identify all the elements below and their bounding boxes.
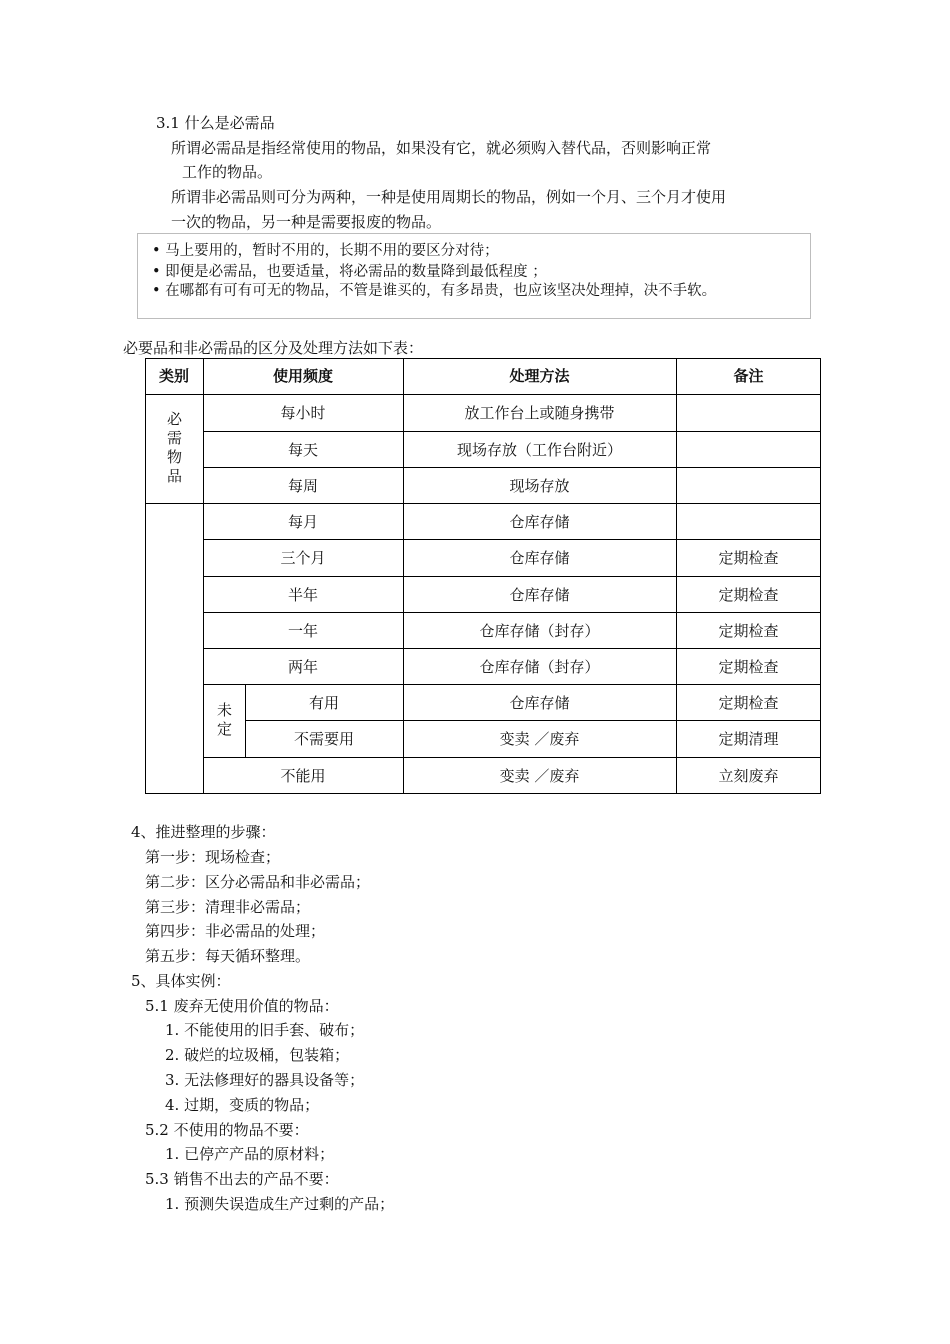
paragraph-2-line-1: 所谓非必需品则可分为两种，一种是使用周期长的物品，例如一个月、三个月才使用	[171, 188, 727, 206]
cell-note	[676, 504, 821, 539]
group-label-undecided: 未定	[215, 702, 233, 740]
section-5-1-title: 5.1 废弃无使用价值的物品：	[145, 997, 339, 1015]
cell-frequency: 三个月	[280, 549, 326, 567]
list-item: 3. 无法修理好的器具设备等；	[165, 1071, 365, 1089]
cell-note: 立刻废弃	[718, 766, 779, 785]
paragraph-1-line-1: 所谓必需品是指经常使用的物品，如果没有它，就必须购入替代品，否则影响正常	[171, 139, 712, 157]
cell-method: 仓库存储	[509, 512, 570, 531]
header-category: 类别	[158, 367, 189, 385]
paragraph-2-line-2: 一次的物品，另一种是需要报废的物品。	[171, 213, 442, 231]
group-label-necessary: 必需物品	[165, 411, 183, 487]
note-item: • 在哪都有可有可无的物品，不管是谁买的，有多昂贵，也应该坚决处理掉，决不手软。	[152, 283, 717, 299]
cell-frequency: 每天	[287, 440, 318, 459]
cell-method: 仓库存储	[509, 585, 570, 604]
notes-box	[137, 233, 811, 319]
table-intro: 必要品和非必需品的区分及处理方法如下表：	[123, 339, 424, 357]
step-item: 第五步：每天循环整理。	[145, 947, 311, 965]
section-4-title: 4、推进整理的步骤：	[131, 823, 276, 841]
cell-method: 仓库存储（封存）	[479, 657, 600, 676]
cell-method: 变卖 ／废弃	[499, 730, 580, 748]
cell-frequency: 每小时	[280, 404, 326, 422]
cell-frequency: 每周	[287, 476, 318, 495]
list-item: 1. 已停产产品的原材料；	[165, 1145, 335, 1163]
section-5-title: 5、具体实例：	[131, 972, 231, 990]
section-5-2-title: 5.2 不使用的物品不要：	[145, 1121, 309, 1139]
list-item: 1. 预测失误造成生产过剩的产品；	[165, 1195, 395, 1213]
cell-note: 定期检查	[718, 585, 779, 604]
header-frequency: 使用频度	[272, 367, 333, 385]
cell-frequency: 半年	[287, 585, 318, 604]
header-method: 处理方法	[509, 367, 570, 385]
list-item: 4. 过期，变质的物品；	[165, 1096, 320, 1114]
cell-note: 定期检查	[718, 549, 779, 567]
cell-note	[676, 468, 821, 503]
section-5-3-title: 5.3 销售不出去的产品不要：	[145, 1170, 339, 1188]
header-note: 备注	[733, 367, 764, 385]
list-item: 1. 不能使用的旧手套、破布；	[165, 1021, 365, 1039]
cell-note: 定期检查	[718, 621, 779, 640]
cell-method: 现场存放（工作台附近）	[456, 440, 622, 459]
step-item: 第四步：非必需品的处理；	[145, 922, 326, 940]
cell-note: 定期检查	[718, 693, 779, 712]
cell-method: 仓库存储	[509, 549, 570, 567]
classification-table	[145, 358, 821, 794]
step-item: 第三步：清理非必需品；	[145, 898, 311, 916]
cell-frequency: 不能用	[280, 766, 326, 785]
cell-method: 放工作台上或随身携带	[464, 404, 615, 422]
note-item: • 马上要用的，暂时不用的，长期不用的要区分对待；	[152, 243, 499, 259]
list-item: 2. 破烂的垃圾桶，包装箱；	[165, 1046, 350, 1064]
paragraph-1-line-2: 工作的物品。	[182, 163, 273, 181]
cell-note	[676, 432, 821, 467]
cell-frequency: 不需要用	[293, 730, 354, 748]
note-item: • 即便是必需品，也要适量，将必需品的数量降到最低程度 ；	[152, 264, 547, 280]
cell-note	[676, 395, 821, 431]
step-item: 第二步：区分必需品和非必需品；	[145, 873, 371, 891]
cell-frequency: 有用	[308, 693, 339, 712]
cell-frequency: 一年	[287, 621, 318, 640]
cell-method: 现场存放	[509, 476, 570, 495]
cell-method: 仓库存储（封存）	[479, 621, 600, 640]
step-item: 第一步：现场检查；	[145, 848, 281, 866]
cell-frequency: 两年	[287, 657, 318, 676]
section-3-1-title: 3.1 什么是必需品	[156, 114, 275, 132]
cell-frequency: 每月	[287, 512, 318, 531]
cell-method: 变卖 ／废弃	[499, 766, 580, 785]
cell-note: 定期清理	[718, 730, 779, 748]
cell-method: 仓库存储	[509, 693, 570, 712]
cell-note: 定期检查	[718, 657, 779, 676]
